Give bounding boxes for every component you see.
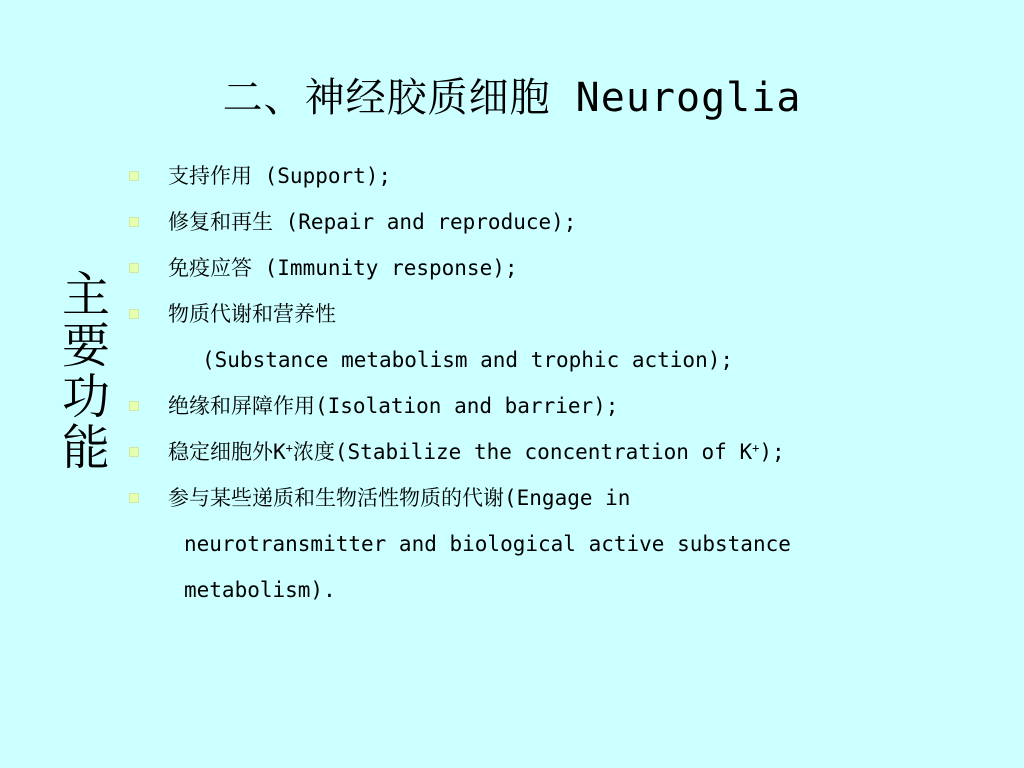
list-item xyxy=(126,245,1006,291)
side-label-char: 要 xyxy=(61,318,110,374)
list-item-text-part: 浓度(Stabilize the concentration of K xyxy=(292,440,753,464)
list-item-text: 参与某些递质和生物活性物质的代谢(Engage in xyxy=(168,486,631,510)
bullet-icon xyxy=(129,263,139,273)
list-item-text-continuation: neurotransmitter and biological active substance xyxy=(184,532,791,556)
list-item-text-part: ); xyxy=(759,440,785,464)
bullet-icon xyxy=(129,401,139,411)
list-item xyxy=(126,383,1006,429)
list-item-text: 物质代谢和营养性 xyxy=(168,302,336,326)
superscript-plus: + xyxy=(752,441,760,455)
list-item-text-continuation: (Substance metabolism and trophic action); xyxy=(202,348,734,372)
list-item xyxy=(126,475,1006,613)
bullet-icon xyxy=(129,217,139,227)
list-item-text-part: 稳定细胞外K xyxy=(168,440,286,464)
list-item xyxy=(126,429,1006,475)
side-label-char: 功 xyxy=(61,369,110,425)
bullet-icon xyxy=(129,447,139,457)
list-item-text: 修复和再生 (Repair and reproduce); xyxy=(168,210,577,234)
list-item-text: 绝缘和屏障作用(Isolation and barrier); xyxy=(168,394,619,418)
list-item-text: 免疫应答 (Immunity response); xyxy=(168,256,518,280)
bullet-icon xyxy=(129,171,139,181)
bullet-icon xyxy=(129,493,139,503)
list-item-text: 支持作用 (Support); xyxy=(168,164,392,188)
list-item xyxy=(126,291,1006,383)
slide-title: 二、神经胶质细胞 Neuroglia xyxy=(222,75,802,121)
list-item-text-continuation: metabolism). xyxy=(184,578,336,602)
bullet-list xyxy=(126,153,1006,613)
side-label-char: 能 xyxy=(61,420,110,476)
list-item xyxy=(126,199,1006,245)
bullet-icon xyxy=(129,309,139,319)
side-label xyxy=(58,267,114,476)
side-label-char: 主 xyxy=(61,267,110,323)
superscript-plus: + xyxy=(285,441,293,455)
list-item xyxy=(126,153,1006,199)
